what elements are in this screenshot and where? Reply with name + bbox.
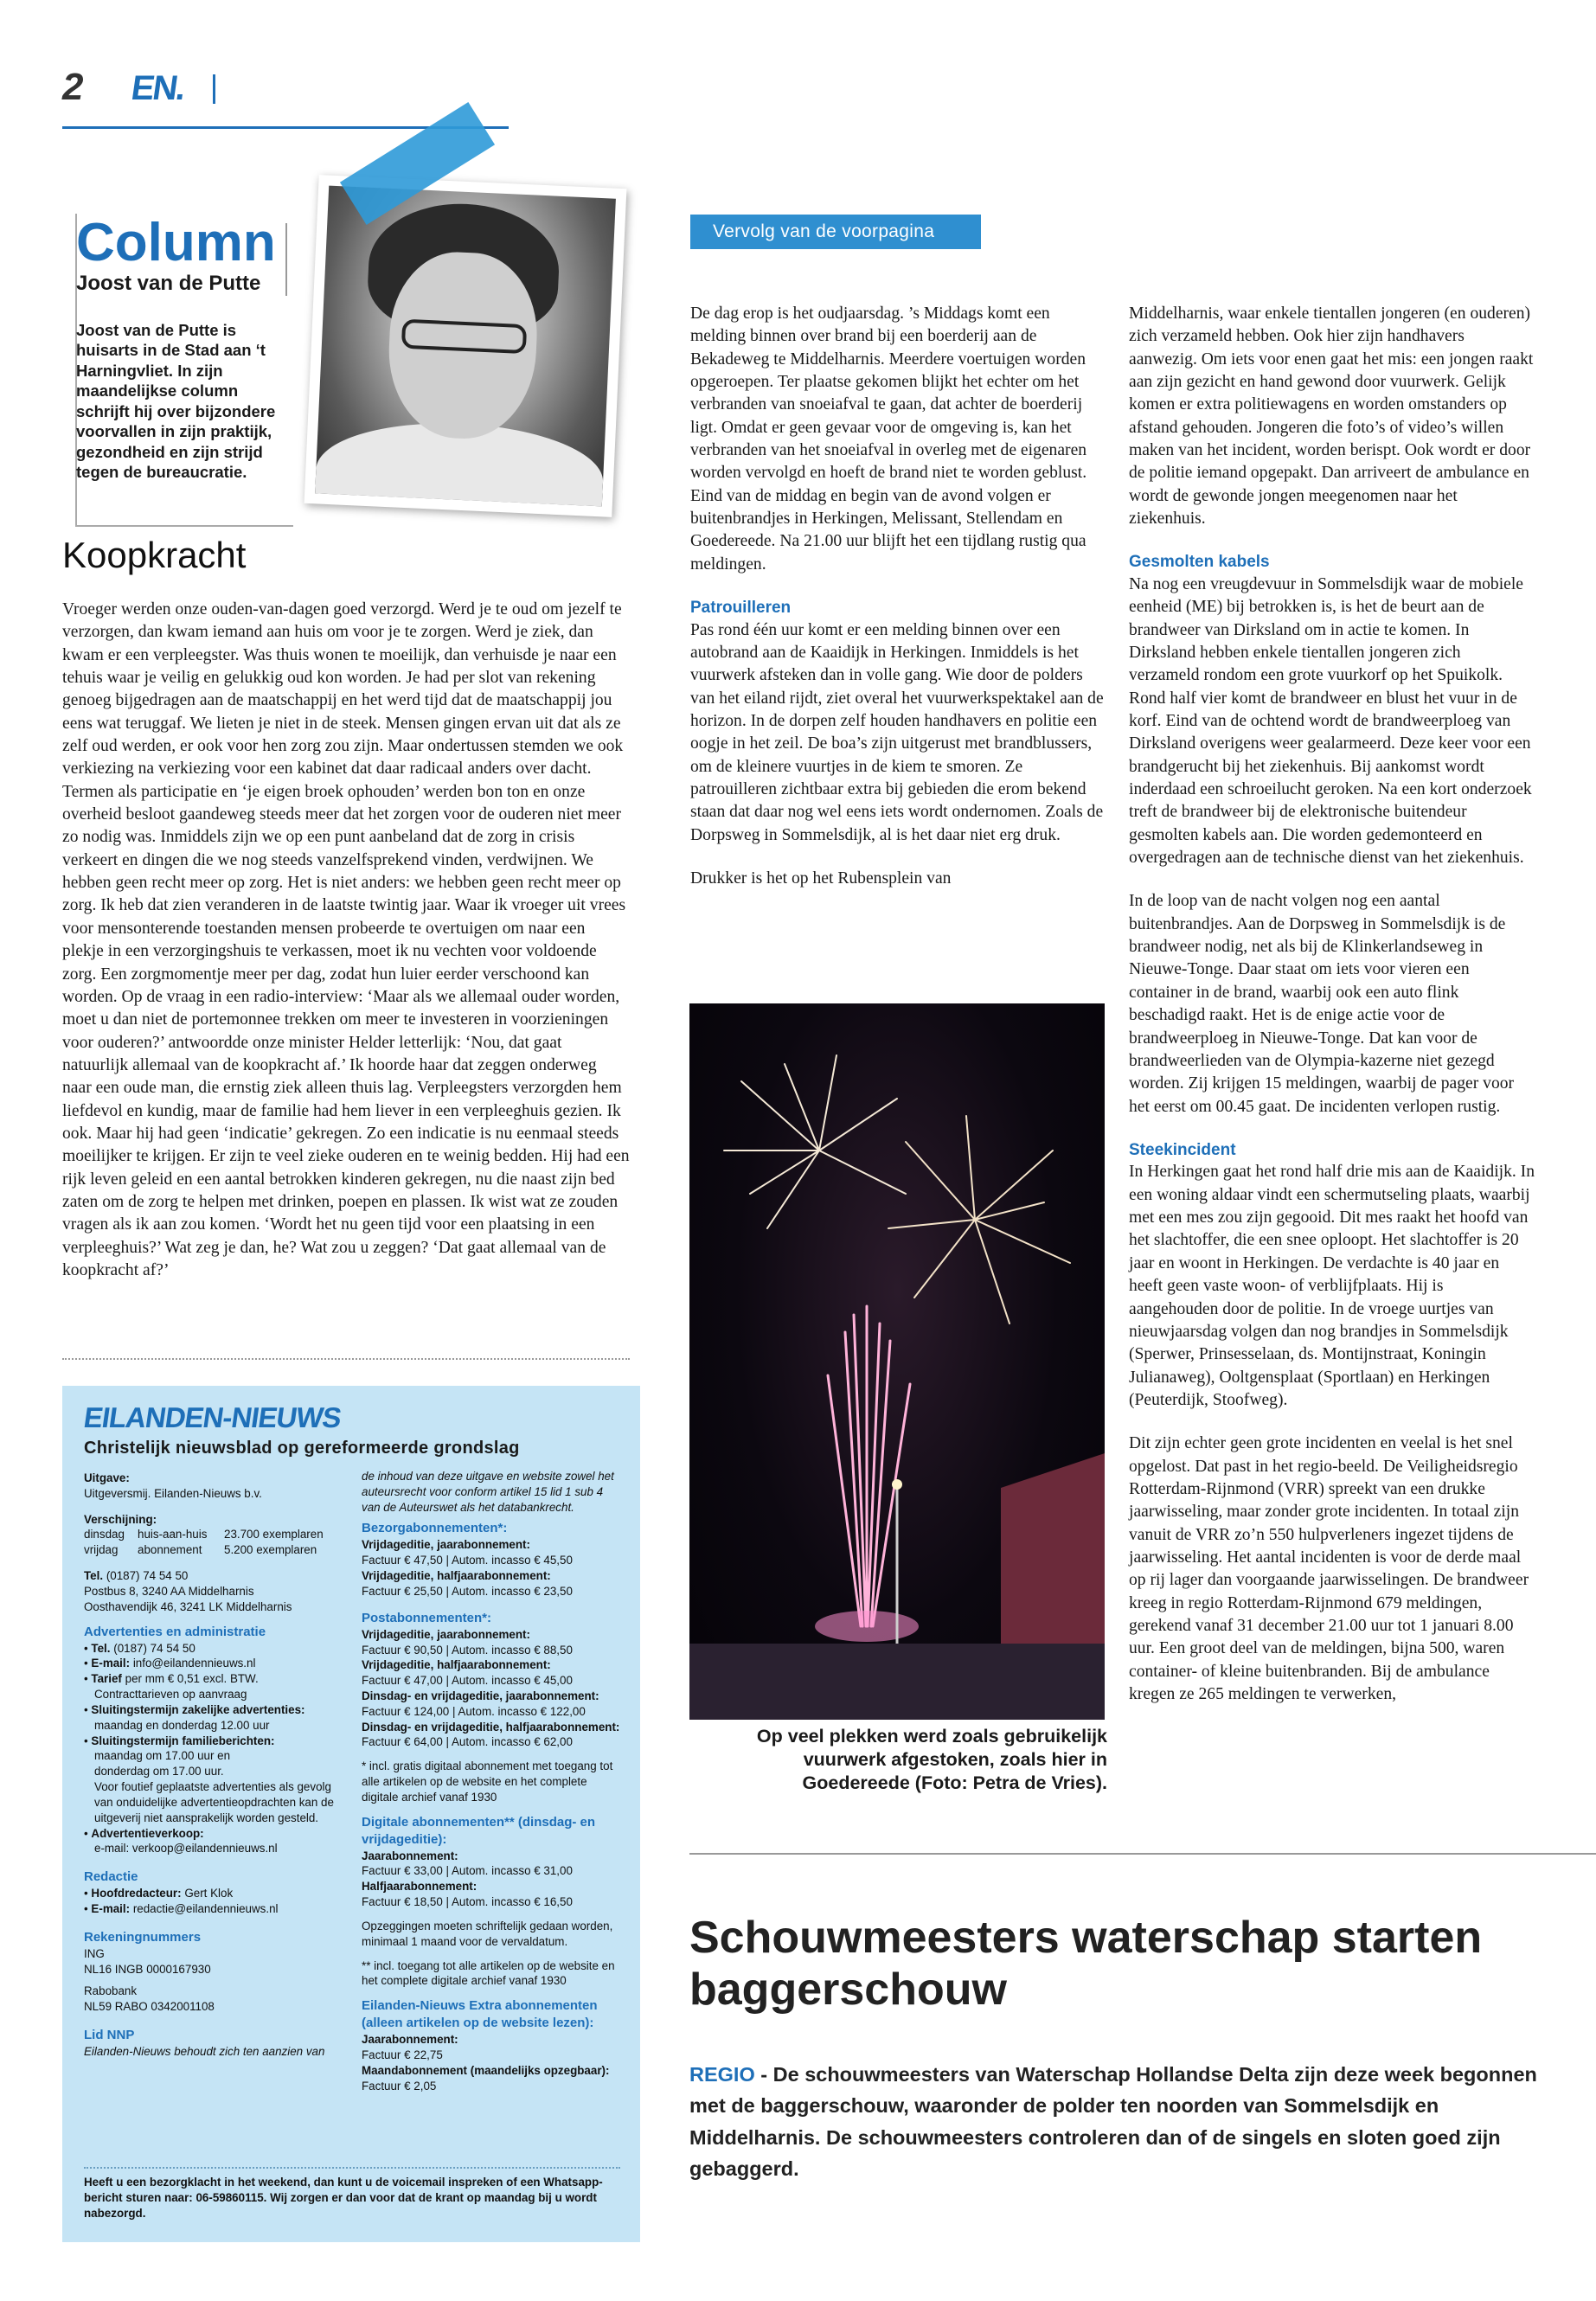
- article-paragraph: In Herkingen gaat het rond half drie mis aan de Kaaidijk. In een woning aldaar vindt een schermutseling plaats, waarbij met een mes zou zijn gegooid. Dit mes raakt het hoofd van het slachtoffer, die een snee oploopt. Het slachtoffer is 20 jaar en woont in Herkingen. De verdachte is 40 jaar en heeft geen vaste woon- of verblijfplaats. Hij is aangehouden door de politie. In de vroege uurtjes van nieuwjaarsdag volgen dan nog brandjes in Sommelsdijk (Sperwer, Prinsesselaan, ds. Montijnstraat, Koningin Julianaweg), Ooltgensplaat (Sportlaan) en Herkingen (Peuterdijk, Stoofweg).: [1129, 1163, 1535, 1409]
- bank-2: Rabobank: [84, 1984, 138, 1998]
- tel-label: Tel.: [84, 1569, 104, 1583]
- digitaal-1-value: Factuur € 33,00 | Autom. incasso € 31,00: [362, 1864, 573, 1878]
- digitaal-1-label: Jaarabonnement:: [362, 1849, 458, 1862]
- article-paragraph: Na nog een vreugdevuur in Sommelsdijk waar de mobiele eenheid (ME) bij betrokken is, is het de beurt aan de brandweer van Dirksland om in actie te komen. In Dirksland hebben enkele tientallen jongeren zich verzameld rondom een grote vuurkorf op het Spuikolk. Rond half vier komt de brandweer en blust het vuur in de korf. Eind van de ochtend wordt de brandweerploeg van Dirksland overigens weer gealarmeerd. Deze keer voor een brandgerucht bij het ziekenhuis. Bij aankomst wordt inderdaad een schroeilucht geroken. Na een kort onderzoek treft de brandweer bij de elektronische buitendeur gesmolten kabels aan. Die worden gedemonteerd en overgedragen aan de technische dienst van het ziekenhuis.: [1129, 574, 1532, 868]
- post-3-label: Dinsdag- en vrijdageditie, jaarabonnement:: [362, 1689, 599, 1702]
- adv-email-link[interactable]: info@eilandennieuws.nl: [132, 1657, 256, 1670]
- verkoop-label: Advertentieverkoop:: [91, 1826, 204, 1840]
- adv-tel-value: (0187) 74 54 50: [113, 1641, 195, 1655]
- extra-2-label: Maandabonnement (maandelijks opzegbaar):: [362, 2063, 610, 2077]
- colophon-footer-rule: [84, 2167, 620, 2169]
- colophon-footer: Heeft u een bezorgklacht in het weekend, dan kunt u de voicemail inspreken of een Whatsapp-bericht sturen naar: 06-59860115. Wij zorgen er dan voor dat de krant op maandag bij u wordt nabezorgd.: [84, 2176, 603, 2220]
- header-divider: [213, 74, 215, 104]
- column-title-divider: [285, 223, 287, 296]
- post-1-value: Factuur € 90,50 | Autom. incasso € 88,50: [362, 1643, 573, 1657]
- article-paragraph: Pas rond één uur komt er een melding binnen over een autobrand aan de Kaaidijk in Herkingen. Inmiddels is het vuurwerk afsteken dan in volle gang. Wie door de polders van het eiland rijdt, ziet overal het vuurwerkspektakel aan de horizon. In de dorpen zelf houden handhavers en politie een oogje in het zeil. De boa’s zijn uitgerust met brandblussers, om de kleinere vuurtjes in de kiem te smoren. Ze patrouilleren zichtbaar extra bij gebieden die erom bekend staan dat daar nog wel eens iets wordt ondernomen. Zoals de Dorpsweg in Sommelsdijk, al is het daar niet erg druk.: [690, 620, 1104, 844]
- nnp-note: Eilanden-Nieuws behoudt zich ten aanzien van: [84, 2044, 325, 2058]
- colophon-right-column: [362, 1469, 621, 2093]
- post-3-value: Factuur € 124,00 | Autom. incasso € 122,00: [362, 1704, 586, 1718]
- street-lamp-light: [892, 1479, 902, 1490]
- verschijning-type: abonnement: [138, 1543, 202, 1557]
- post-heading: Postabonnementen*:: [362, 1610, 492, 1625]
- rights-note: de inhoud van deze uitgave en website zowel het auteursrecht voor conform artikel 15 lid 1 sub 4 van de Auteurswet als het databankrecht.: [362, 1470, 614, 1514]
- bezorg-2-value: Factuur € 25,50 | Autom. incasso € 23,50: [362, 1584, 573, 1598]
- colophon-left-column: Uitgave: Uitgeversmij. Eilanden-Nieuws b.v. Verschijning: dinsdag huis-aan-huis 23.700 exemplaren vrijdag abonnement 5.200 exemplaren Tel. (0187) 74 54 50 Postbus 8, 3240 AA Middelharnis Oosthavendijk 46, 3241 LK Middelharnis Advertenties en administratie • Tel. (0187) 74 54 50 • E-mail: info@eilandennieuws.nl • Tarief per mm € 0,51 excl. BTW. Contracttarieven op aanvraag • Sluitingstermijn zakelijke advertenties: maandag en donderdag 12.00 uur • Sluitingstermijn familieberichten: maandag om 17.00 uur en donderdag om 17.00 uur. Voor foutief geplaatste advertenties als gevolg van onduidelijke advertentieopdrachten kan de uitgeverij niet aansprakelijk worden gesteld. • Advertentieverkoop: e-mail: verkoop@eilandennieuws.nl Redactie • Hoofdredacteur: Gert Klok • E-mail: redactie@eilandennieuws.nl Rekeningnummers ING NL16 INGB 0000167930 Rabobank NL59 RABO 0342001108 Lid NNP Eilanden-Nieuws behoudt zich ten aanzien van: [84, 1471, 343, 2060]
- sluit-zakelijk-label: Sluitingstermijn zakelijke advertenties:: [91, 1702, 305, 1716]
- extra-1-value: Factuur € 22,75: [362, 2048, 443, 2061]
- fountain-glow: [815, 1611, 919, 1642]
- tarief-note: Contracttarieven op aanvraag: [94, 1688, 247, 1702]
- houses-right: [1001, 1453, 1105, 1644]
- article-subheading: Patrouilleren: [690, 599, 792, 618]
- verschijning-row: [84, 1542, 343, 1558]
- post-4-label: Dinsdag- en vrijdageditie, halfjaarabonnement:: [362, 1720, 620, 1734]
- post-note: * incl. gratis digitaal abonnement met toegang tot alle artikelen op de website en het complete digitale archief vanaf 1930: [362, 1759, 613, 1804]
- colophon-subtitle: Christelijk nieuwsblad op gereformeerde grondslag: [84, 1439, 520, 1458]
- adv-tel-label: Tel.: [91, 1641, 111, 1655]
- bezorg-heading: Bezorgabonnementen*:: [362, 1521, 508, 1536]
- portrait-glasses: [401, 319, 527, 354]
- redactie-email-link[interactable]: redactie@eilandennieuws.nl: [132, 1901, 279, 1915]
- lid-nnp-heading: Lid NNP: [84, 2028, 135, 2042]
- sluit-familie-note: Voor foutief geplaatste advertenties als gevolg van onduidelijke advertentieopdrachten kan de uitgeverij niet aansprakelijk worden gesteld.: [94, 1780, 334, 1824]
- redactie-heading: Redactie: [84, 1869, 138, 1885]
- redactie-email-label: E-mail:: [91, 1901, 131, 1915]
- advertenties-heading: Advertenties en administratie: [84, 1624, 266, 1639]
- extra-heading: Eilanden-Nieuws Extra abonnementen (alleen artikelen op de website lezen):: [362, 1998, 598, 2031]
- verschijning-row: [84, 1527, 343, 1542]
- extra-2-value: Factuur € 2,05: [362, 2079, 437, 2093]
- tel-value: (0187) 74 54 50: [106, 1569, 189, 1583]
- article-subheading: Steekincident: [1129, 1140, 1236, 1159]
- uitgave-label: Uitgave:: [84, 1471, 130, 1484]
- verschijning-day: dinsdag: [84, 1528, 125, 1541]
- newspaper-logo: EN.: [128, 69, 187, 107]
- digitaal-heading: Digitale abonnementen** (dinsdag- en vrijdageditie):: [362, 1814, 596, 1847]
- firework-burst-left: [724, 1055, 906, 1228]
- author-portrait-photo: [304, 175, 627, 517]
- article-paragraph: Dit zijn echter geen grote incidenten en veelal is het snel opgelost. Dat past in het regio-beeld. De Veiligheidsregio Rotterdam-Rijnmond (VRR) spreekt van een drukke jaarwisseling, maar zonder grote incidenten. In totaal zijn vanuit de VRR zo’n 550 hulpverleners ingezet tijdens de jaarwisseling. Het aantal incidenten is voor de derde maal op rij lager dan voorgaande jaarwisselingen. De brandweer kreeg in regio Rotterdam-Rijnmond 679 meldingen, gerekend vanaf 31 december 21.00 uur tot 1 januari 8.00 uur. Een groot deel van de meldingen, bijna 500, waren container- of kleine buitenbranden. Bij de ambulance kregen ze 265 meldingen te verwerken,: [1129, 1434, 1529, 1703]
- article-subheading: Gesmolten kabels: [1129, 553, 1270, 572]
- verschijning-day: vrijdag: [84, 1543, 119, 1557]
- firework-burst-right: [888, 1116, 1070, 1324]
- colophon-logo: EILANDEN-NIEUWS: [81, 1401, 343, 1433]
- verkoop-value[interactable]: e-mail: verkoop@eilandennieuws.nl: [94, 1842, 278, 1856]
- bank-1: ING: [84, 1946, 105, 1960]
- teaser-lead: [689, 2059, 1554, 2185]
- fireworks-photo: [689, 1003, 1105, 1720]
- hoofdredacteur-label: Hoofdredacteur:: [91, 1887, 182, 1900]
- article-paragraph: Middelharnis, waar enkele tientallen jongeren (en ouderen) zich verzameld hebben. Ook hier zijn handhavers aanwezig. Om iets voor enen gaat het mis: een jongen raakt aan zijn gezicht en hand gewond door vuurwerk. Gelijk komen er extra politiewagens en worden omstanders op afstand gehouden. Jongeren die foto’s of video’s willen maken van het incident, worden berispt. Ook wordt er door de politie iemand opgepakt. Dan arriveert de ambulance en wordt de gewonde jongen meegenomen naar het ziekenhuis.: [1129, 304, 1534, 529]
- adv-email-label: E-mail:: [91, 1657, 131, 1670]
- hoofdredacteur-value: Gert Klok: [184, 1887, 234, 1900]
- article-paragraph: De dag erop is het oudjaarsdag. ’s Middags komt een melding binnen over brand bij een boerderij aan de Bekadeweg te Middelharnis. Meerdere voertuigen worden opgeroepen. Ter plaatse gekomen blijkt het echter om het verbranden van snoeiafval te gaan, dat achter de boerderij ligt. Omdat er geen gevaar voor de omgeving is, kan het verbranden van het snoeiafval in overleg met de eigenaren worden vervolgd en hoeft de brand niet te worden geblust. Eind van de middag en begin van de avond volgen er buitenbrandjes in Herkingen, Melissant, Stellendam en Goedereede. Na 21.00 uur blijft het een tijdlang rustig qua meldingen.: [690, 304, 1087, 574]
- verschijning-count: 5.200 exemplaren: [224, 1543, 317, 1557]
- extra-1-label: Jaarabonnement:: [362, 2033, 458, 2047]
- post-2-label: Vrijdageditie, halfjaarabonnement:: [362, 1658, 551, 1672]
- column-body: Vroeger werden onze ouden-van-dagen goed verzorgd. Werd je te oud om jezelf te verzorgen, dan kwam iemand aan huis om voor je te zorgen. Werd je ziek, dan kwam er een verpleegster. Was thuis wonen te moeilijk, dan verhuisde je naar een tehuis waar je veilig en gelukkig oud kon worden. Je had per slot van rekening genoeg bijgedragen aan de maatschappij en het werd tijd dat de maatschappij jou eens wat teruggaf. We lieten je niet in de steek. Mensen gingen ervan uit dat als ze zelf oud werden, er ook voor hen zorg zou zijn. Maar ondertussen stemden we ook verkiezing na verkiezing voor een kabinet dat daar radicaal anders over dacht. Termen als participatie en ‘je eigen broek ophouden’ werden bon ton en onze overheid besloot gaandeweg steeds meer dat het zorgen voor de ouderen niet meer zo nodig was. Inmiddels zijn we op een punt aanbeland dat de zorg in crisis verkeert en dingen die we nog steeds vanzelfsprekend vinden, verdwijnen. We hebben geen recht meer op zorg. Het is niet anders: we hebben geen recht meer op zorg. Ik heb dat zien veranderen in de laatste twintig jaar. Waar ik vroeger uit vrees voor mensonterende toestanden mensen probeerde te overtuigen om naar een plekje in een verzorgingshuis te verkassen, moet ik nu vechten voor voldoende zorg. Een zorgmomentje meer per dag, zodat hun luier eerder verschoond kan worden. Op de vraag in een radio-interview: ‘Maar als we allemaal ouder worden, moet u dan niet de portemonnee trekken om meer te investeren in voorzieningen voor ouderen?’ antwoordde onze minister Helder letterlijk: ‘Nou, dat gaat natuurlijk allemaal van de koopkracht af.’ Ik hoorde haar dat zeggen onderweg naar een oude man, die ernstig ziek alleen thuis lag. Verpleegsters verzorgden hem liefdevol en kundig, maar de familie had hem liever in een verpleeghuis gezien. Ik ook. Maar hij had geen ‘indicatie’ gekregen. Zo een indicatie is nu eenmaal steeds moeilijker te krijgen. Er zijn te veel zieke ouderen en te weinig bedden. Hij had een rijk leven geleid en een aantal betrokken kinderen gekregen, nu die naast zijn bed zaten om de zorg te helpen met drinken, poepen en plassen. Ik wist wat ze zouden vragen als ik aan zou komen. ‘Wordt het nu geen tijd voor een plaatsing in een verpleeghuis?’ Wat zeg je dan, he? Wat zou u zeggen? ‘Dat gaat allemaal van de koopkracht af?’: [62, 600, 630, 1279]
- fireworks-illustration: [689, 1003, 1105, 1720]
- digitaal-note: ** incl. toegang tot alle artikelen op de website en het complete digitale archief vanaf 1930: [362, 1958, 615, 1988]
- bezorg-2-label: Vrijdageditie, halfjaarabonnement:: [362, 1569, 551, 1583]
- teaser-region: REGIO: [689, 2063, 755, 2086]
- digitaal-2-label: Halfjaarabonnement:: [362, 1880, 478, 1894]
- sluit-zakelijk-value: maandag en donderdag 12.00 uur: [94, 1718, 270, 1732]
- verschijning-count: 23.700 exemplaren: [224, 1528, 324, 1541]
- sluit-familie-1: maandag om 17.00 uur en: [94, 1749, 231, 1763]
- rekeningnummers-heading: Rekeningnummers: [84, 1929, 202, 1945]
- column-end-rule: [62, 1358, 630, 1362]
- sluit-familie-label: Sluitingstermijn familieberichten:: [91, 1734, 275, 1747]
- tarief-value: per mm € 0,51 excl. BTW.: [125, 1672, 259, 1686]
- article-column-right: [1129, 303, 1535, 1706]
- post-1-label: Vrijdageditie, jaarabonnement:: [362, 1627, 530, 1641]
- column-author-bio: Joost van de Putte is huisarts in de Stad aan ‘t Harningvliet. In zijn maandelijkse column schrijft hij over bijzondere voorvallen in zijn praktijk, gezondheid en zijn strijd tegen de bureaucratie.: [76, 321, 276, 482]
- opzeg-note: Opzeggingen moeten schriftelijk gedaan worden, minimaal 1 maand voor de vervaldatum.: [362, 1919, 613, 1948]
- article-paragraph: In de loop van de nacht volgen nog een aantal buitenbrandjes. Aan de Dorpsweg in Sommelsdijk is de brandweer nodig, net als bij de Klinkerlandseweg in Nieuwe-Tonge. Daar staat om iets voor vieren een container in de brand, waarbij ook een auto flink beschadigd raakt. Het is de enige actie voor de brandweerploeg in Nieuwe-Tonge. Dat kan voor de brandweerlieden van de Olympia-kazerne niet gezegd worden. Zij krijgen 15 meldingen, waarbij de pager voor het eerst om 00.45 gaat. De incidenten verlopen rustig.: [1129, 892, 1515, 1116]
- iban-1: NL16 INGB 0000167930: [84, 1962, 211, 1976]
- address-line-1: Postbus 8, 3240 AA Middelharnis: [84, 1584, 254, 1598]
- article-column-middle: [690, 303, 1106, 890]
- page-number: 2: [62, 66, 84, 108]
- iban-2: NL59 RABO 0342001108: [84, 2000, 215, 2014]
- street-ground: [689, 1644, 1105, 1720]
- column-title: Column: [76, 213, 276, 272]
- article-kicker: Vervolg van de voorpagina: [690, 215, 981, 249]
- verschijning-label: Verschijning:: [84, 1512, 157, 1526]
- sluit-familie-2: donderdag om 17.00 uur.: [94, 1765, 224, 1779]
- digitaal-2-value: Factuur € 18,50 | Autom. incasso € 16,50: [362, 1895, 573, 1909]
- verschijning-type: huis-aan-huis: [138, 1528, 208, 1541]
- article-paragraph: Drukker is het op het Rubensplein van: [690, 869, 952, 888]
- column-headline: Koopkracht: [62, 535, 247, 575]
- post-4-value: Factuur € 64,00 | Autom. incasso € 62,00: [362, 1735, 573, 1749]
- bezorg-1-value: Factuur € 47,50 | Autom. incasso € 45,50: [362, 1554, 573, 1567]
- post-2-value: Factuur € 47,00 | Autom. incasso € 45,00: [362, 1674, 573, 1688]
- photo-caption: Op veel plekken werd zoals gebruikelijk vuurwerk afgestoken, zoals hier in Goedereede (Foto: Petra de Vries).: [756, 1726, 1107, 1793]
- tarief-label: Tarief: [91, 1672, 122, 1686]
- address-line-2: Oosthavendijk 46, 3241 LK Middelharnis: [84, 1599, 292, 1613]
- teaser-lead-text: - De schouwmeesters van Waterschap Hollandse Delta zijn deze week begonnen met de baggerschouw, waaronder de polder ten noorden van Sommelsdijk en Middelharnis. De schouwmeesters controleren dan of de singels en sloten goed zijn gebaggerd.: [689, 2063, 1537, 2181]
- uitgave-value: Uitgeversmij. Eilanden-Nieuws b.v.: [84, 1486, 262, 1500]
- teaser-top-rule: [689, 1853, 1596, 1855]
- teaser-headline[interactable]: Schouwmeesters waterschap starten baggerschouw: [689, 1913, 1483, 2016]
- bezorg-1-label: Vrijdageditie, jaarabonnement:: [362, 1538, 530, 1552]
- column-author: Joost van de Putte: [76, 272, 261, 295]
